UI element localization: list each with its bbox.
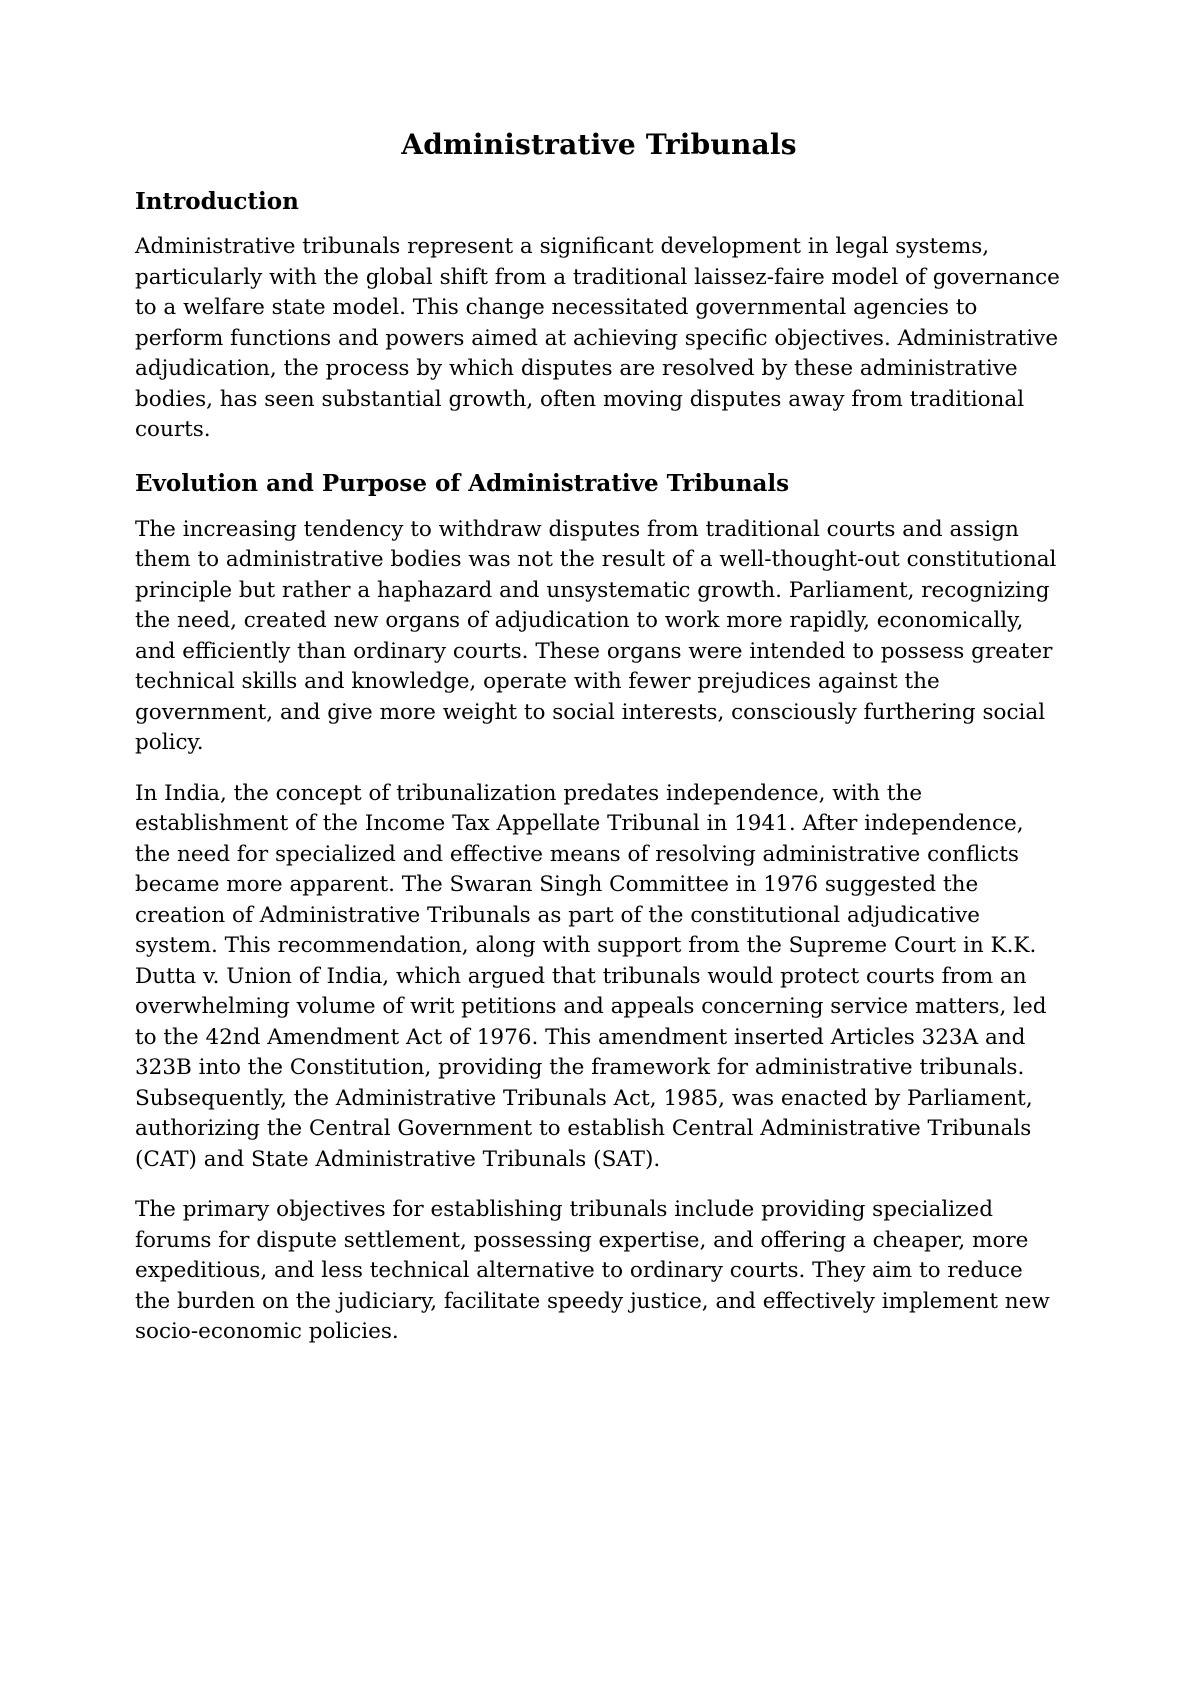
paragraph-evolution-2: In India, the concept of tribunalization predates independence, with the establishment of the Income Tax Appellate Tribunal in 1941. After independence, the need for specialized and effective means of resolving administrative conflicts became more apparent. The Swaran Singh Committee in 1976 suggested the creation of Administrative Tribunals as part of the constitutional adjudicative system. This recommendation, along with support from the Supreme Court in K.K. Dutta v. Union of India, which argued that tribunals would protect courts from an overwhelming volume of writ petitions and appeals concerning service matters, led to the 42nd Amendment Act of 1976. This amendment inserted Articles 323A and 323B into the Constitution, providing the framework for administrative tribunals. Subsequently, the Administrative Tribunals Act, 1985, was enacted by Parliament, authorizing the Central Government to establish Central Administrative Tribunals (CAT) and State Administrative Tribunals (SAT). [135, 780, 1047, 1172]
section-heading-introduction: Introduction [135, 187, 299, 215]
paragraph-introduction-1: Administrative tribunals represent a significant development in legal systems, particularly with the global shift from a traditional laissez-faire model of governance to a welfare state model. This change necessitated governmental agencies to perform functions and powers aimed at achieving specific objectives. Administrative adjudication, the process by which disputes are resolved by these administrative bodies, has seen substantial growth, often moving disputes away from traditional courts. [135, 234, 1060, 443]
section-heading-evolution-and-purpose: Evolution and Purpose of Administrative Tribunals [135, 469, 790, 497]
page-title: Administrative Tribunals [401, 128, 797, 161]
paragraph-evolution-1: The increasing tendency to withdraw disputes from traditional courts and assign them to administrative bodies was not the result of a well-thought-out constitutional principle but rather a haphazard and unsystematic growth. Parliament, recognizing the need, created new organs of adjudication to work more rapidly, economically, and efficiently than ordinary courts. These organs were intended to possess greater technical skills and knowledge, operate with fewer prejudices against the government, and give more weight to social interests, consciously furthering social policy. [135, 516, 1057, 756]
paragraph-evolution-3: The primary objectives for establishing tribunals include providing specialized forums for dispute settlement, possessing expertise, and offering a cheaper, more expeditious, and less technical alternative to ordinary courts. They aim to reduce the burden on the judiciary, facilitate speedy justice, and effectively implement new socio-economic policies. [135, 1197, 1050, 1345]
